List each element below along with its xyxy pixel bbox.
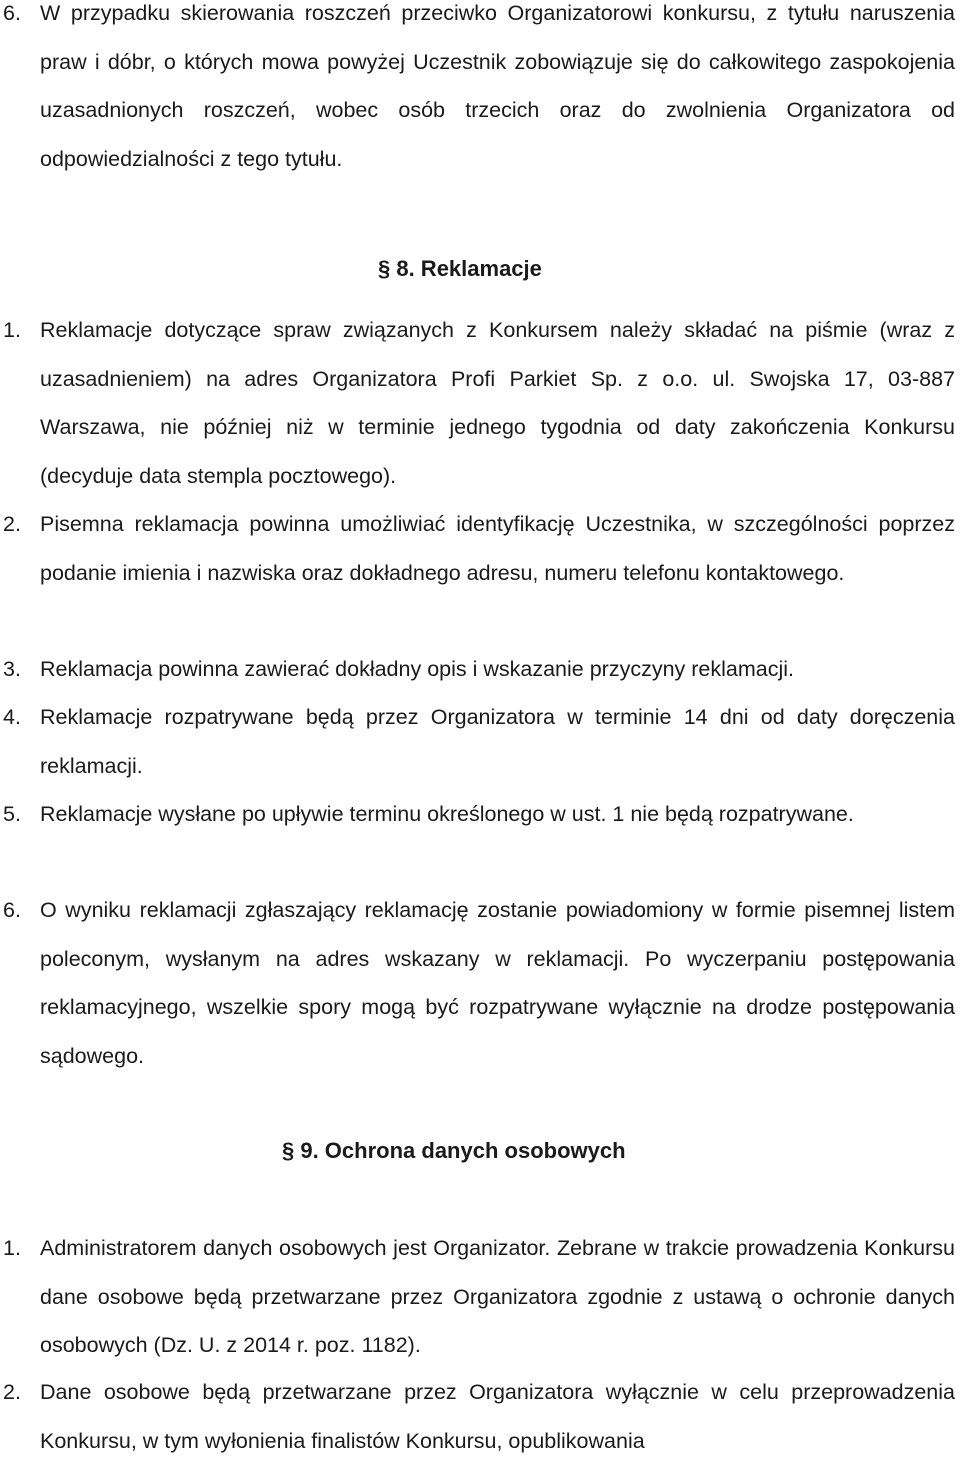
list-item-s8-4: [0, 693, 955, 790]
list-item-s8-6: [0, 886, 955, 1080]
section-heading-label: § 9. Ochrona danych osobowych: [282, 1138, 626, 1163]
list-item-s8-3: [0, 645, 955, 694]
list-item-number: 6.: [3, 1, 21, 25]
section-heading-label: § 8. Reklamacje: [378, 256, 542, 281]
list-item-s8-2: [0, 500, 955, 597]
list-item-text: Reklamacje rozpatrywane będą przez Organizatora w terminie 14 dni od daty doręczenia reklamacji.: [40, 705, 955, 778]
list-item-number: 3.: [3, 657, 21, 681]
list-item-text: Reklamacja powinna zawierać dokładny opis i wskazanie przyczyny reklamacji.: [40, 657, 795, 681]
list-item-text: W przypadku skierowania roszczeń przeciwko Organizatorowi konkursu, z tytułu naruszenia praw i dóbr, o których mowa powyżej Uczestnik zobowiązuje się do całkowitego zaspokojenia uzasadnionych roszczeń, wobec osób trzecich oraz do zwolnienia Organizatora od odpowiedzialności z tego tytułu.: [40, 1, 955, 171]
list-item-s8-5: [0, 790, 955, 839]
list-item-text: O wyniku reklamacji zgłaszający reklamację zostanie powiadomiony w formie pisemnej listem poleconym, wysłanym na adres wskazany w reklamacji. Po wyczerpaniu postępowania reklamacyjnego, wszelkie spory mogą być rozpatrywane wyłącznie na drodze postępowania sądowego.: [40, 898, 955, 1068]
list-item-text: Dane osobowe będą przetwarzane przez Organizatora wyłącznie w celu przeprowadzenia Konkursu, w tym wyłonienia finalistów Konkursu, opublikowania: [40, 1380, 955, 1453]
list-item-number: 2.: [3, 512, 21, 536]
section-heading-8: [0, 245, 960, 293]
list-item-s9-2: [0, 1368, 955, 1465]
list-item-s8-1: [0, 306, 955, 500]
list-item-number: 1.: [3, 1236, 21, 1260]
list-item-text: Administratorem danych osobowych jest Organizator. Zebrane w trakcie prowadzenia Konkursu dane osobowe będą przetwarzane przez Organizatora zgodnie z ustawą o ochronie danych osobowych (Dz. U. z 2014 r. poz. 1182).: [40, 1236, 955, 1357]
list-item-text: Reklamacje wysłane po upływie terminu określonego w ust. 1 nie będą rozpatrywane.: [40, 802, 854, 826]
list-item-number: 2.: [3, 1380, 21, 1404]
list-item-number: 1.: [3, 318, 21, 342]
list-item-number: 4.: [3, 705, 21, 729]
list-item-text: Pisemna reklamacja powinna umożliwiać identyfikację Uczestnika, w szczególności poprzez podanie imienia i nazwiska oraz dokładnego adresu, numeru telefonu kontaktowego.: [40, 512, 955, 585]
section-heading-9: [0, 1127, 960, 1175]
list-item-number: 5.: [3, 802, 21, 826]
list-item-number: 6.: [3, 898, 21, 922]
list-item-s7-6: [0, 0, 955, 183]
list-item-s9-1: [0, 1224, 955, 1370]
list-item-text: Reklamacje dotyczące spraw związanych z Konkursem należy składać na piśmie (wraz z uzasadnieniem) na adres Organizatora Profi Parkiet Sp. z o.o. ul. Swojska 17, 03-887 Warszawa, nie później niż w terminie jednego tygodnia od daty zakończenia Konkursu (decyduje data stempla pocztowego).: [40, 318, 955, 488]
